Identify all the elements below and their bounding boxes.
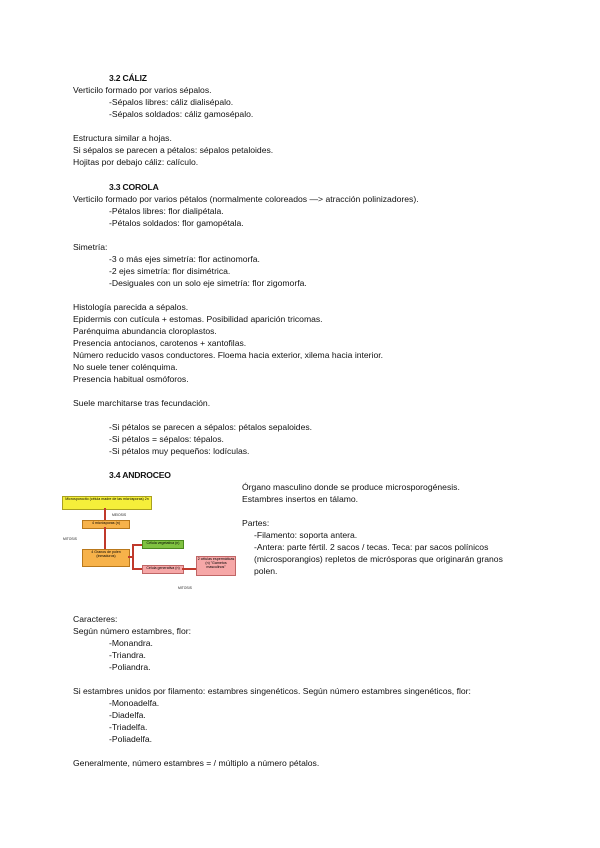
text-line: Suele marchitarse tras fecundación. [73,398,211,408]
text-line: Verticilo formado por varios pétalos (normalmente coloreados —> atracción polinizadores). [73,194,419,204]
text-line: Hojitas por debajo cáliz: calículo. [73,157,199,167]
text-line: Generalmente, número estambres = / múltiplo a número pétalos. [73,758,320,768]
text-line: Presencia habitual osmóforos. [73,374,189,384]
text-line: Órgano masculino donde se produce microsporogénesis. [242,482,460,492]
diagram-box-granos-polen: 4 Granos de polen (inmaduros) [82,549,130,567]
text-line: -Si pétalos muy pequeños: lodículas. [109,446,250,456]
text-line: Número reducido vasos conductores. Floema hacia exterior, xilema hacia interior. [73,350,383,360]
heading-caliz: 3.2 CÁLIZ [109,73,147,83]
connector-line [132,544,134,569]
text-line: Si sépalos se parecen a pétalos: sépalos petaloides. [73,145,274,155]
diagram-box-celulas-espermaticas: 2 células espermáticas (n) "Gametos masculinos" [196,556,236,576]
diagram-label-meiosis: MEIOSIS [112,513,127,517]
text-line: Si estambres unidos por filamento: estambres singenéticos. Según número estambres singenéticos, flor: [73,686,471,696]
text-line: Epidermis con cutícula + estomas. Posibilidad aparición tricomas. [73,314,323,324]
text-line: No suele tener colénquima. [73,362,178,372]
diagram-label-mitosis-bottom: MITOSIS [178,586,192,590]
diagram-box-microsporas: 4 micrósporas (n) [82,520,130,529]
text-line: Verticilo formado por varios sépalos. [73,85,212,95]
text-line: Histología parecida a sépalos. [73,302,189,312]
text-line: -Pétalos libres: flor dialipétala. [109,206,224,216]
heading-androceo: 3.4 ANDROCEO [109,470,171,480]
arrow-down-icon [104,527,106,549]
text-line: -Sépalos soldados: cáliz gamosépalo. [109,109,254,119]
text-line: -2 ejes simetría: flor disimétrica. [109,266,231,276]
arrow-right-icon [182,568,196,570]
text-line: -Poliadelfa. [109,734,152,744]
text-line: Presencia antocianos, carotenos + xantofilas. [73,338,247,348]
diagram-label-mitosis: MITOSIS [63,537,77,541]
text-line: -Si pétalos se parecen a sépalos: pétalos sepaloides. [109,422,313,432]
text-line: Simetría: [73,242,108,252]
text-line: -Monoadelfa. [109,698,160,708]
text-line: -Poliandra. [109,662,151,672]
arrow-down-icon [104,508,106,520]
diagram-box-celula-generativa: Célula generativa (n) [142,565,184,574]
text-line: -3 o más ejes simetría: flor actinomorfa. [109,254,260,264]
arrow-right-icon [132,544,142,546]
text-line: -Pétalos soldados: flor gamopétala. [109,218,244,228]
text-line: Estambres insertos en tálamo. [242,494,359,504]
text-line: -Triadelfa. [109,722,148,732]
text-line: polen. [254,566,278,576]
heading-corola: 3.3 COROLA [109,182,159,192]
text-line: Caracteres: [73,614,118,624]
text-line: -Diadelfa. [109,710,146,720]
diagram-box-celula-vegetativa: Célula vegetativa (n) [142,540,184,549]
text-line: Partes: [242,518,270,528]
text-line: -Si pétalos = sépalos: tépalos. [109,434,224,444]
text-line: -Desiguales con un solo eje simetría: flor zigomorfa. [109,278,307,288]
arrow-right-icon [132,568,142,570]
text-line: Parénquima abundancia cloroplastos. [73,326,217,336]
text-line: -Antera: parte fértil. 2 sacos / tecas. Teca: par sacos polínicos [254,542,489,552]
microsporogenesis-diagram [60,492,238,594]
text-line: -Triandra. [109,650,146,660]
text-line: -Sépalos libres: cáliz dialisépalo. [109,97,234,107]
text-line: Estructura similar a hojas. [73,133,172,143]
diagram-box-microsporocito: Microsporocito (célula madre de las micrósporas) 2n [62,496,152,510]
text-line: -Filamento: soporta antera. [254,530,358,540]
text-line: (microsporangios) repletos de micrósporas que originarán granos [254,554,503,564]
text-line: -Monandra. [109,638,153,648]
text-line: Según número estambres, flor: [73,626,191,636]
